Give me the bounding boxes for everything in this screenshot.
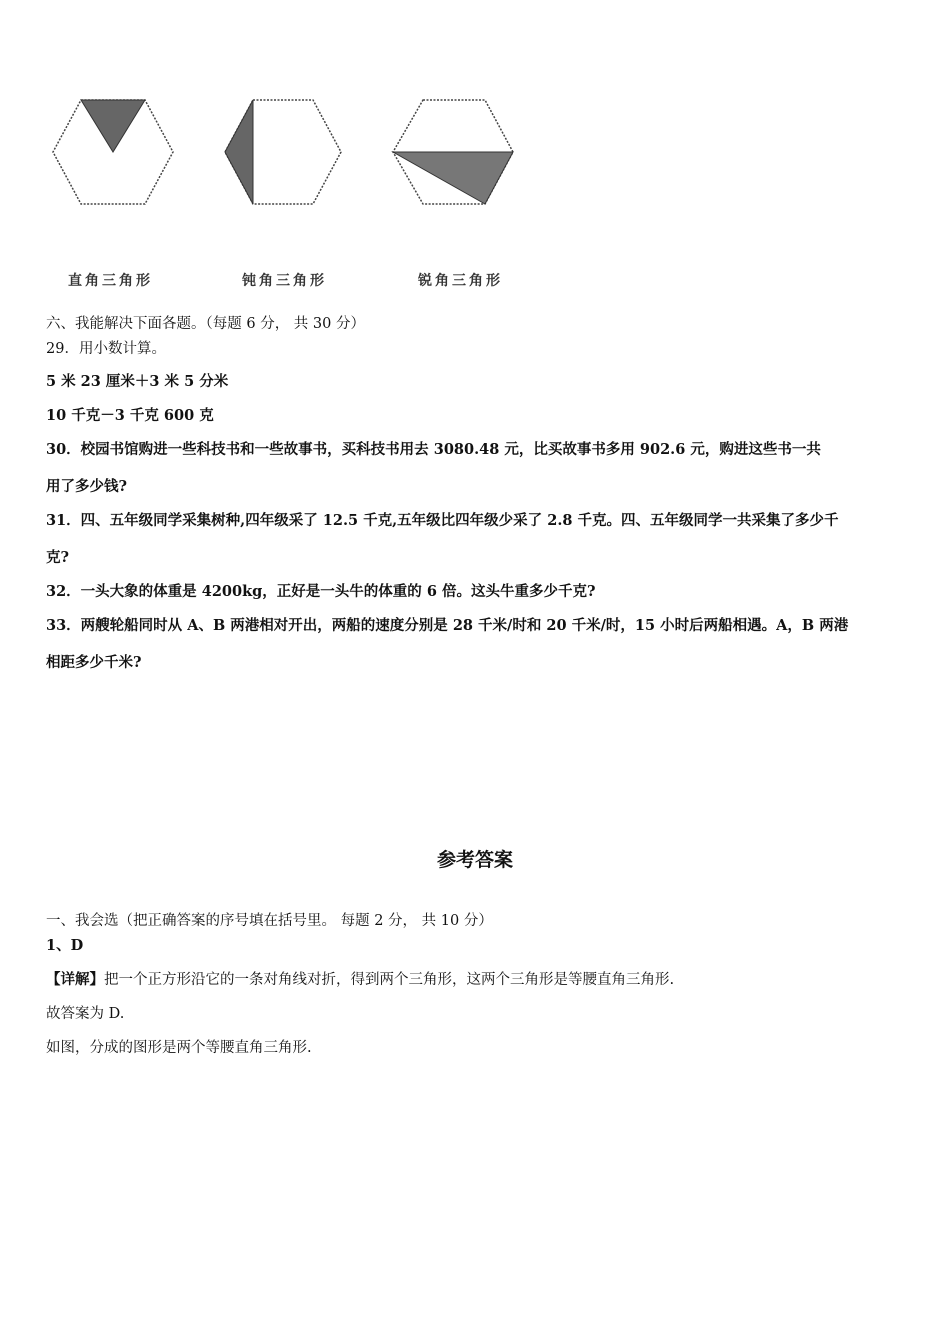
detail-tag: 【详解】 bbox=[46, 971, 104, 988]
q31-line2: 克? bbox=[46, 549, 69, 566]
q33-line1: 33．两艘轮船同时从 A、B 两港相对开出，两船的速度分别是 28 千米/时和 20 千米/时，15 小时后两船相遇。A，B 两港 bbox=[46, 617, 849, 634]
detail-text: 把一个正方形沿它的一条对角线对折，得到两个三角形，这两个三角形是等腰直角三角形. bbox=[104, 972, 675, 988]
answer1-detail bbox=[46, 968, 674, 989]
q32-line1: 32．一头大象的体重是 4200kg，正好是一头牛的体重的 6 倍。这头牛重多少千克? bbox=[46, 583, 596, 600]
q29-item-b: 10 千克－3 千克 600 克 bbox=[46, 407, 214, 424]
answer1-note: 如图，分成的图形是两个等腰直角三角形. bbox=[46, 1040, 312, 1056]
q29-item-a: 5 米 23 厘米＋3 米 5 分米 bbox=[46, 373, 229, 390]
caption-acute-triangle: 锐角三角形 bbox=[418, 273, 503, 289]
figure-acute-triangle bbox=[387, 90, 517, 215]
figure-obtuse-triangle bbox=[217, 90, 347, 215]
section6-heading: 六、我能解决下面各题。（每题 6 分， 共 30 分） bbox=[46, 316, 365, 332]
answers-title: 参考答案 bbox=[436, 849, 513, 871]
q29-stem: 29．用小数计算。 bbox=[46, 341, 166, 357]
q30-line2: 用了多少钱? bbox=[46, 478, 127, 495]
answer1-label: 1、D bbox=[46, 937, 84, 954]
answer1-conclusion: 故答案为 D. bbox=[46, 1006, 125, 1022]
q30-line1: 30．校园书馆购进一些科技书和一些故事书，买科技书用去 3080.48 元，比买故事书多用 902.6 元，购进这些书一共 bbox=[46, 441, 821, 458]
caption-right-triangle: 直角三角形 bbox=[68, 273, 153, 289]
answers-section1-heading: 一、我会选（把正确答案的序号填在括号里。 每题 2 分， 共 10 分） bbox=[46, 913, 493, 929]
caption-obtuse-triangle: 钝角三角形 bbox=[242, 273, 327, 289]
q33-line2: 相距多少千米? bbox=[46, 654, 142, 671]
q31-line1: 31．四、五年级同学采集树种,四年级采了 12.5 千克,五年级比四年级少采了 2.8 千克。四、五年级同学一共采集了多少千 bbox=[46, 512, 839, 529]
figure-right-triangle bbox=[48, 90, 178, 215]
